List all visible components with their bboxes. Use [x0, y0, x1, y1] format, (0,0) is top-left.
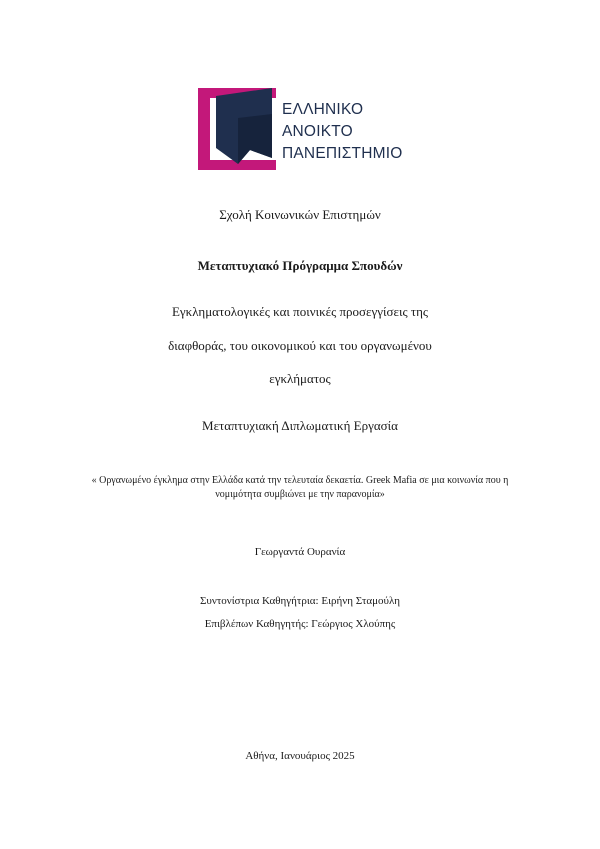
logo-line: ΠΑΝΕΠΙΣΤΗΜΙΟ: [282, 145, 403, 162]
logo-text: [282, 99, 402, 165]
school-name: Σχολή Κοινωνικών Επιστημών: [219, 207, 381, 222]
date-line: Αθήνα, Ιανουάριος 2025: [245, 750, 355, 762]
examiner: Επιβλέπων Καθηγητής: Γεώργιος Χλούπης: [204, 618, 396, 630]
specialization-line: εγκλήματος: [269, 371, 331, 386]
logo-line: ΕΛΛΗΝΙΚΟ: [282, 101, 364, 118]
supervisor: Συντονίστρια Καθηγήτρια: Ειρήνη Σταμούλη: [200, 595, 400, 607]
specialization-line: Εγκληματολογικές και ποινικές προσεγγίσεις της: [171, 304, 429, 319]
program-name: Μεταπτυχιακό Πρόγραμμα Σπουδών: [197, 258, 403, 273]
thesis-title: « Οργανωμένο έγκλημα στην Ελλάδα κατά την τελευταία δεκαετία. Greek Mafia σε μια κοινωνία που η νομιμότητα συμβιώνει με την παρανομία»: [91, 475, 509, 500]
logo-line: ΑΝΟΙΚΤΟ: [282, 123, 353, 140]
thesis-type: Μεταπτυχιακή Διπλωματική Εργασία: [202, 418, 398, 433]
author-name: Γεωργαντά Ουρανία: [254, 546, 346, 558]
specialization-line: διαφθοράς, του οικονομικού και του οργανωμένου: [168, 338, 432, 353]
